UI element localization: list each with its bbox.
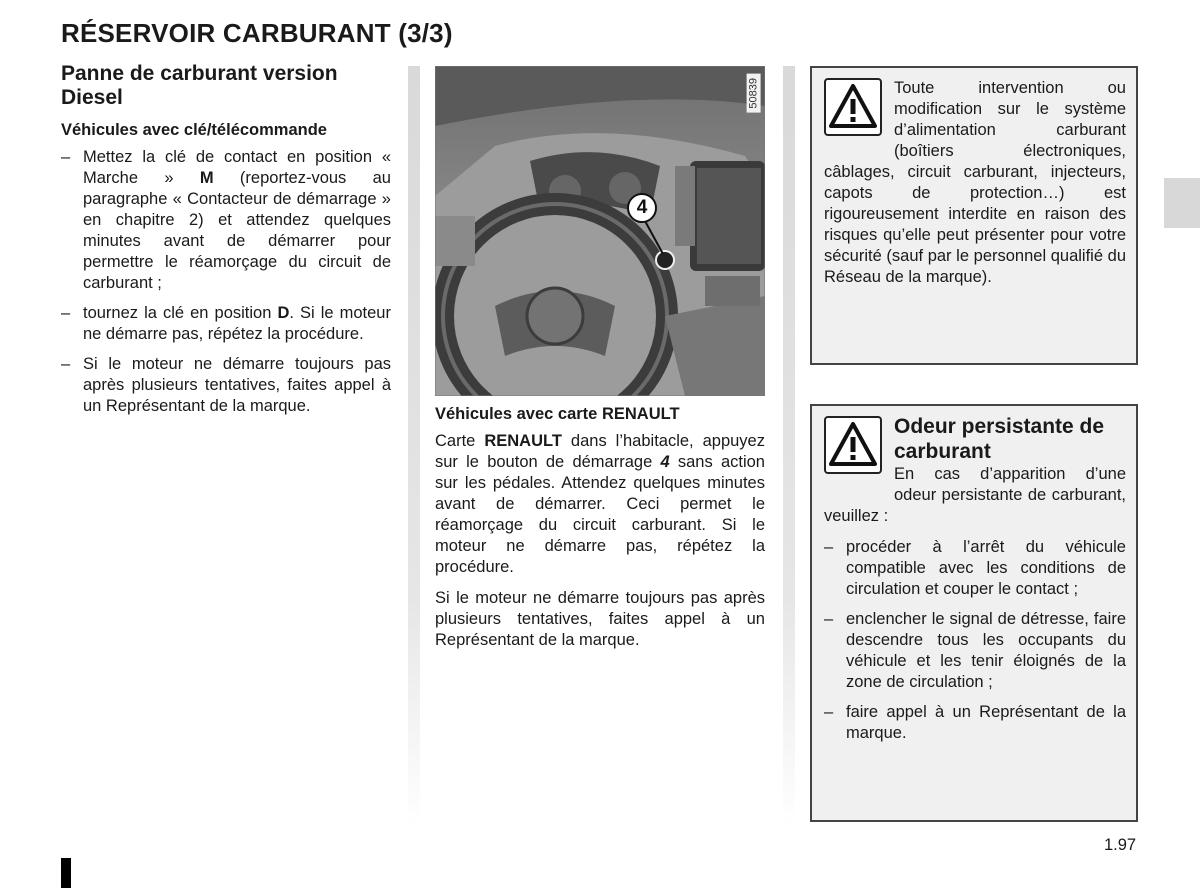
page-number: 1.97: [1104, 836, 1137, 854]
dash-bullet: –: [61, 355, 71, 373]
list-item: – faire appel à un Représentant de la marque.: [824, 703, 1126, 742]
figure-number: 50839: [747, 74, 761, 113]
dashboard-drawing: [435, 66, 765, 396]
warning-intro: En cas d’apparition d’une odeur persistante de carburant, veuillez :: [824, 465, 1126, 525]
dash-bullet: –: [824, 703, 834, 721]
instruction-list: [61, 147, 391, 417]
chapter-tab: [1164, 178, 1200, 228]
list-item: – Mettez la clé de contact en position « Marche » M (reportez-vous au paragraphe « Contacteur de démarrage » en chapitre 2) et attendez quelques minutes avant de démarrer pour permettre le réamorçage du circuit de carburant ;: [61, 148, 391, 292]
warning-list: [824, 537, 1126, 744]
dashboard-illustration: [435, 66, 765, 396]
dash-bullet: –: [824, 538, 834, 556]
warning-content: [824, 414, 1126, 753]
dash-bullet: –: [824, 610, 834, 628]
warning-title: Odeur persistante de carburant: [894, 415, 1105, 463]
column-separator: [408, 66, 420, 826]
middle-column: [435, 66, 765, 661]
warning-text: Toute intervention ou modification sur le système d’alimentation carburant (boîtiers électroniques, câblages, circuit carburant, injecteurs, capots de protection…) est rigoureusement interdite en raison des risques qu’elle peut présenter pour votre sécurité (sauf par le personnel qualifié du Réseau de la marque).: [824, 79, 1126, 286]
list-item: – tournez la clé en position D. Si le moteur ne démarre pas, répétez la procédure.: [61, 304, 391, 343]
start-button-callout: 4: [627, 193, 657, 223]
list-item: – procéder à l’arrêt du véhicule compatible avec les conditions de circulation et couper le contact ;: [824, 538, 1126, 598]
list-item: – enclencher le signal de détresse, faire descendre tous les occupants du véhicule et les tenir éloignés de la zone de circulation ;: [824, 610, 1126, 691]
subheading-key-remote: Véhicules avec clé/télécommande: [61, 121, 327, 139]
column-separator: [783, 66, 795, 826]
subheading-renault-card: Véhicules avec carte RENAULT: [435, 405, 680, 423]
repeat-paragraph: Si le moteur ne démarre toujours pas après plusieurs tentatives, faites appel à un Représentant de la marque.: [435, 589, 765, 649]
warning-box-intervention: [810, 66, 1138, 365]
list-item: – Si le moteur ne démarre toujours pas après plusieurs tentatives, faites appel à un Représentant de la marque.: [61, 355, 391, 415]
corner-mark: [61, 858, 71, 888]
warning-box-fuel-odor: [810, 404, 1138, 822]
page-title: RÉSERVOIR CARBURANT (3/3): [61, 18, 453, 48]
left-column: [61, 62, 391, 426]
section-heading: Panne de carburant version Diesel: [61, 62, 338, 109]
dash-bullet: –: [61, 148, 71, 166]
dash-bullet: –: [61, 304, 71, 322]
card-paragraph: Carte RENAULT dans l’habitacle, appuyez sur le bouton de démarrage 4 sans action sur les pédales. Attendez quelques minutes avant de démarrer. Ceci permet le réamorçage du circuit carburant. Si le moteur ne démarre pas, répétez la procédure.: [435, 432, 765, 576]
